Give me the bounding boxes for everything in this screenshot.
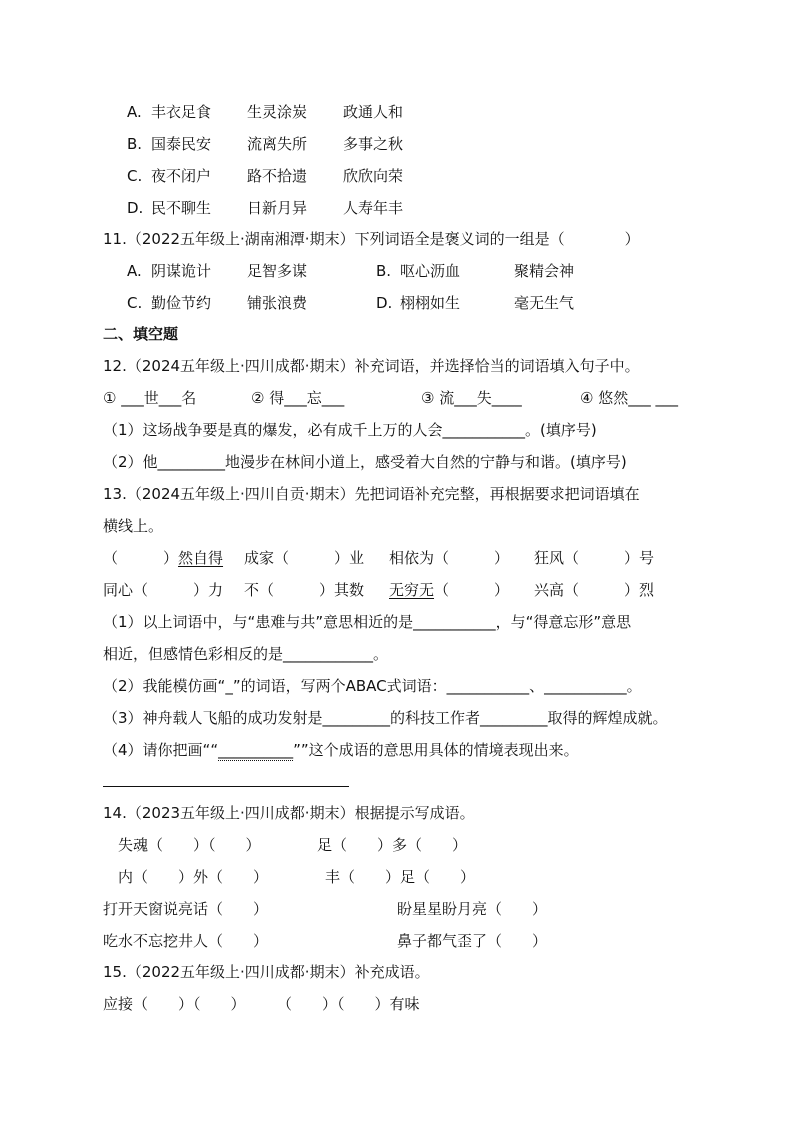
q11-stem: 11.（2022五年级上·湖南湘潭·期末）下列词语全是褒义词的一组是（ ） — [103, 230, 640, 248]
q14-item-d: 丰（ ）足（ ） — [325, 868, 476, 886]
q13-word-r1c3: 相依为（ ） — [389, 549, 510, 567]
q13-subquestion-4 — [103, 740, 579, 761]
q13-answer-line — [103, 786, 349, 787]
q10-option-b-word3: 多事之秋 — [343, 135, 404, 153]
q10-option-b-word1: 国泰民安 — [151, 135, 212, 153]
q12-item-3: ③ 流___失____ — [421, 389, 522, 407]
q13-word-r2c4: 兴高（ ）烈 — [534, 581, 655, 599]
q13-word-r2c1: 同心（ ）力 — [103, 581, 224, 599]
q13-stem-line1: 13.（2024五年级上·四川自贡·期末）先把词语补充完整，再根据要求把词语填在 — [103, 485, 640, 503]
q14-stem: 14.（2023五年级上·四川成都·期末）根据提示写成语。 — [103, 804, 475, 822]
q11-option-c-word1: 勤俭节约 — [151, 294, 212, 312]
q11-option-d-word2: 毫无生气 — [514, 294, 575, 312]
q11-option-b-word1: 呕心沥血 — [400, 262, 461, 280]
q12-subquestion-2: （2）他_________地漫步在林间小道上，感受着大自然的宁静与和谐。(填序号) — [103, 453, 627, 471]
q13-wavy-mark-sample: __________ — [218, 741, 294, 759]
q15-stem: 15.（2022五年级上·四川成都·期末）补充成语。 — [103, 963, 430, 981]
q10-option-a-word3: 政通人和 — [343, 103, 404, 121]
q10-option-d-label: D. — [127, 199, 144, 217]
q10-option-c-label: C. — [127, 167, 143, 185]
q13-word-r2c3 — [389, 580, 509, 600]
q10-option-c-word3: 欣欣向荣 — [343, 167, 404, 185]
q14-item-c: 内（ ）外（ ） — [118, 868, 269, 886]
q13-stem-line2: 横线上。 — [103, 517, 164, 535]
q13-subquestion-4-quote: “ — [210, 741, 219, 759]
q12-subquestion-1: （1）这场战争要是真的爆发，必有成千上万的人会___________。(填序号) — [103, 421, 597, 439]
q15-item-a: 应接（ ）（ ） — [103, 995, 246, 1013]
q11-option-a-word2: 足智多谋 — [247, 262, 308, 280]
q10-option-c-word2: 路不拾遗 — [247, 167, 308, 185]
q13-word-r2c2: 不（ ）其数 — [244, 581, 365, 599]
q10-option-d-word3: 人寿年丰 — [343, 199, 404, 217]
section-title-fill-in: 二、填空题 — [103, 325, 179, 343]
q11-option-d-word1: 栩栩如生 — [400, 294, 461, 312]
q13-word-r2c3-underlined: 无穷无 — [389, 581, 435, 599]
q13-word-r1c1-blank: （ ） — [103, 549, 179, 567]
q10-option-b-word2: 流离失所 — [247, 135, 308, 153]
q10-option-a-label: A. — [127, 103, 142, 121]
q10-option-a-word2: 生灵涂炭 — [247, 103, 308, 121]
q13-word-r2c3-blank: （ ） — [434, 581, 510, 599]
q13-word-r1c1 — [103, 548, 223, 568]
q14-item-b: 足（ ）多（ ） — [317, 836, 468, 854]
q14-item-e: 打开天窗说亮话（ ） — [103, 900, 269, 918]
q13-subquestion-1-line2: 相近，但感情色彩相反的是____________。 — [103, 645, 389, 663]
q12-item-1: ① ___世___名 — [103, 389, 197, 407]
q13-word-r1c2: 成家（ ）业 — [244, 549, 365, 567]
q14-item-h: 鼻子都气歪了（ ） — [397, 932, 548, 950]
q11-option-b-word2: 聚精会神 — [514, 262, 575, 280]
q12-stem: 12.（2024五年级上·四川成都·期末）补充词语，并选择恰当的词语填入句子中。 — [103, 357, 640, 375]
q13-word-r1c1-underlined: 然自得 — [178, 549, 224, 567]
q14-item-a: 失魂（ ）（ ） — [118, 836, 261, 854]
q13-subquestion-1-line1: （1）以上词语中，与“患难与共”意思相近的是___________，与“得意忘形”意思 — [103, 613, 632, 631]
q10-option-a-word1: 丰衣足食 — [151, 103, 212, 121]
q13-subquestion-3: （3）神舟载人飞船的成功发射是_________的科技工作者_________取得的辉煌成就。 — [103, 709, 668, 727]
q14-item-f: 盼星星盼月亮（ ） — [397, 900, 548, 918]
q11-option-c-label: C. — [127, 294, 143, 312]
q10-option-c-word1: 夜不闭户 — [151, 167, 212, 185]
q12-item-2: ② 得___忘___ — [251, 389, 345, 407]
q13-subquestion-4-suffix: ””这个成语的意思用具体的情境表现出来。 — [293, 741, 579, 759]
q13-subquestion-2: （2）我能模仿画“_”的词语，写两个ABAC式词语：___________、___________。 — [103, 677, 642, 695]
q10-option-b-label: B. — [127, 135, 143, 153]
q11-option-c-word2: 铺张浪费 — [247, 294, 308, 312]
q11-option-d-label: D. — [376, 294, 393, 312]
q11-option-b-label: B. — [376, 262, 392, 280]
q12-item-4: ④ 悠然___ ___ — [580, 389, 678, 407]
q10-option-d-word1: 民不聊生 — [151, 199, 212, 217]
q13-subquestion-4-prefix: （4）请你把画“ — [103, 741, 211, 759]
q14-item-g: 吃水不忘挖井人（ ） — [103, 932, 269, 950]
q11-option-a-label: A. — [127, 262, 142, 280]
q15-item-b: （ ）（ ）有味 — [277, 995, 420, 1013]
q10-option-d-word2: 日新月异 — [247, 199, 308, 217]
q11-option-a-word1: 阴谋诡计 — [151, 262, 212, 280]
q13-word-r1c4: 狂风（ ）号 — [534, 549, 655, 567]
